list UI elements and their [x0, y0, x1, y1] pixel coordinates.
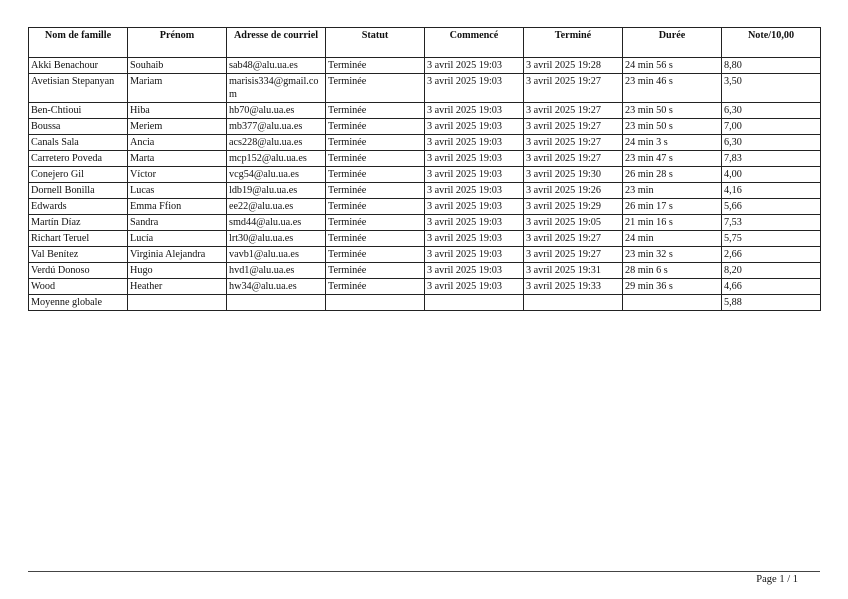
table-cell: 3 avril 2025 19:03 [425, 103, 524, 119]
table-cell [326, 295, 425, 311]
results-table [28, 27, 821, 311]
table-cell: Carretero Poveda [29, 151, 128, 167]
table-cell: 3 avril 2025 19:03 [425, 167, 524, 183]
table-cell: Wood [29, 279, 128, 295]
table-cell: Avetisian Stepanyan [29, 74, 128, 103]
column-header: Statut [326, 28, 425, 58]
table-cell: 3 avril 2025 19:03 [425, 119, 524, 135]
table-row [29, 231, 821, 247]
table-cell: Terminée [326, 183, 425, 199]
table-cell: 23 min 50 s [623, 119, 722, 135]
table-cell: 3 avril 2025 19:27 [524, 151, 623, 167]
table-cell: smd44@alu.ua.es [227, 215, 326, 231]
table-cell: Marta [128, 151, 227, 167]
table-cell: Terminée [326, 119, 425, 135]
table-cell: Ben-Chtioui [29, 103, 128, 119]
table-cell: 3 avril 2025 19:30 [524, 167, 623, 183]
table-cell: 24 min 56 s [623, 58, 722, 74]
table-cell: 3 avril 2025 19:27 [524, 231, 623, 247]
table-cell: 3 avril 2025 19:03 [425, 215, 524, 231]
table-row [29, 247, 821, 263]
table-row [29, 167, 821, 183]
table-cell: Martín Díaz [29, 215, 128, 231]
table-cell: Terminée [326, 74, 425, 103]
table-cell: mb377@alu.ua.es [227, 119, 326, 135]
table-row [29, 183, 821, 199]
table-cell: Sandra [128, 215, 227, 231]
table-cell: Terminée [326, 263, 425, 279]
table-cell: Canals Sala [29, 135, 128, 151]
table-cell: ldb19@alu.ua.es [227, 183, 326, 199]
table-cell: Meriem [128, 119, 227, 135]
table-cell: Lucía [128, 231, 227, 247]
table-cell: Ancia [128, 135, 227, 151]
table-cell: 8,80 [722, 58, 821, 74]
table-cell: Lucas [128, 183, 227, 199]
table-cell: 5,75 [722, 231, 821, 247]
table-cell: Dornell Bonilla [29, 183, 128, 199]
table-row [29, 151, 821, 167]
table-cell: Akki Benachour [29, 58, 128, 74]
page-number: Page 1 / 1 [756, 574, 798, 585]
table-cell: Terminée [326, 167, 425, 183]
table-cell: 23 min 47 s [623, 151, 722, 167]
table-cell: 24 min 3 s [623, 135, 722, 151]
table-cell: 26 min 17 s [623, 199, 722, 215]
table-cell: 3 avril 2025 19:03 [425, 199, 524, 215]
summary-row [29, 295, 821, 311]
table-row [29, 215, 821, 231]
table-cell: marisis334@gmail.com [227, 74, 326, 103]
table-cell: 24 min [623, 231, 722, 247]
table-cell: 3 avril 2025 19:27 [524, 119, 623, 135]
table-cell: 28 min 6 s [623, 263, 722, 279]
table-cell: Val Benítez [29, 247, 128, 263]
table-cell: 3 avril 2025 19:27 [524, 74, 623, 103]
table-cell: 3 avril 2025 19:27 [524, 103, 623, 119]
table-cell: 3 avril 2025 19:03 [425, 231, 524, 247]
table-row [29, 135, 821, 151]
table-cell: 4,66 [722, 279, 821, 295]
table-cell: hvd1@alu.ua.es [227, 263, 326, 279]
column-header: Nom de famille [29, 28, 128, 58]
table-cell: 23 min [623, 183, 722, 199]
table-cell: 3 avril 2025 19:29 [524, 199, 623, 215]
table-row [29, 58, 821, 74]
table-cell: 7,53 [722, 215, 821, 231]
table-cell: Emma Ffion [128, 199, 227, 215]
column-header: Note/10,00 [722, 28, 821, 58]
column-header: Terminé [524, 28, 623, 58]
table-cell: 3 avril 2025 19:31 [524, 263, 623, 279]
table-cell: sab48@alu.ua.es [227, 58, 326, 74]
table-cell: Terminée [326, 58, 425, 74]
table-row [29, 199, 821, 215]
table-cell: 3 avril 2025 19:27 [524, 135, 623, 151]
table-row [29, 279, 821, 295]
table-cell [425, 295, 524, 311]
column-header: Adresse de courriel [227, 28, 326, 58]
table-cell: acs228@alu.ua.es [227, 135, 326, 151]
table-cell: Conejero Gil [29, 167, 128, 183]
table-cell: Verdú Donoso [29, 263, 128, 279]
table-cell: ee22@alu.ua.es [227, 199, 326, 215]
table-cell: 6,30 [722, 103, 821, 119]
table-cell: vcg54@alu.ua.es [227, 167, 326, 183]
table-cell: Souhaib [128, 58, 227, 74]
table-cell: 3 avril 2025 19:03 [425, 279, 524, 295]
table-cell: Terminée [326, 199, 425, 215]
table-row [29, 263, 821, 279]
table-cell: 3 avril 2025 19:33 [524, 279, 623, 295]
table-cell: 5,66 [722, 199, 821, 215]
table-cell: 4,00 [722, 167, 821, 183]
table-cell: Terminée [326, 215, 425, 231]
table-cell: 3 avril 2025 19:03 [425, 74, 524, 103]
table-row [29, 74, 821, 103]
table-cell: Boussa [29, 119, 128, 135]
table-cell: 3 avril 2025 19:03 [425, 183, 524, 199]
table-row [29, 119, 821, 135]
table-cell: 23 min 32 s [623, 247, 722, 263]
table-cell: Terminée [326, 247, 425, 263]
table-cell: 5,88 [722, 295, 821, 311]
table-cell: 3 avril 2025 19:03 [425, 151, 524, 167]
table-cell: 2,66 [722, 247, 821, 263]
table-row [29, 103, 821, 119]
column-header: Durée [623, 28, 722, 58]
table-cell: 26 min 28 s [623, 167, 722, 183]
table-cell: Mariam [128, 74, 227, 103]
table-cell: 3 avril 2025 19:26 [524, 183, 623, 199]
table-cell: Heather [128, 279, 227, 295]
table-cell: 6,30 [722, 135, 821, 151]
table-cell: Víctor [128, 167, 227, 183]
table-cell: hw34@alu.ua.es [227, 279, 326, 295]
table-cell: 3 avril 2025 19:03 [425, 135, 524, 151]
table-cell: Hiba [128, 103, 227, 119]
table-cell: 3 avril 2025 19:03 [425, 263, 524, 279]
table-cell: 23 min 50 s [623, 103, 722, 119]
table-cell: 23 min 46 s [623, 74, 722, 103]
table-cell: Terminée [326, 103, 425, 119]
column-header: Prénom [128, 28, 227, 58]
table-cell: Terminée [326, 151, 425, 167]
table-cell: Virginia Alejandra [128, 247, 227, 263]
table-cell: 7,83 [722, 151, 821, 167]
table-cell: Terminée [326, 231, 425, 247]
table-cell: 7,00 [722, 119, 821, 135]
table-cell: Moyenne globale [29, 295, 128, 311]
footer-divider [28, 571, 820, 572]
table-cell: 3 avril 2025 19:28 [524, 58, 623, 74]
table-cell: vavb1@alu.ua.es [227, 247, 326, 263]
table-cell: Hugo [128, 263, 227, 279]
table-cell: Terminée [326, 279, 425, 295]
table-cell: 3,50 [722, 74, 821, 103]
table-cell [128, 295, 227, 311]
table-cell: 8,20 [722, 263, 821, 279]
table-cell [623, 295, 722, 311]
table-cell: lrt30@alu.ua.es [227, 231, 326, 247]
column-header: Commencé [425, 28, 524, 58]
table-cell: 4,16 [722, 183, 821, 199]
table-cell: hb70@alu.ua.es [227, 103, 326, 119]
table-cell: 3 avril 2025 19:03 [425, 247, 524, 263]
table-body [29, 58, 821, 311]
table-cell: 3 avril 2025 19:05 [524, 215, 623, 231]
table-cell: mcp152@alu.ua.es [227, 151, 326, 167]
table-cell: Edwards [29, 199, 128, 215]
table-cell [227, 295, 326, 311]
table-cell: 21 min 16 s [623, 215, 722, 231]
table-cell: 29 min 36 s [623, 279, 722, 295]
table-cell: Terminée [326, 135, 425, 151]
table-cell: 3 avril 2025 19:03 [425, 58, 524, 74]
table-cell: Richart Teruel [29, 231, 128, 247]
table-cell: 3 avril 2025 19:27 [524, 247, 623, 263]
table-cell [524, 295, 623, 311]
table-header-row [29, 28, 821, 58]
